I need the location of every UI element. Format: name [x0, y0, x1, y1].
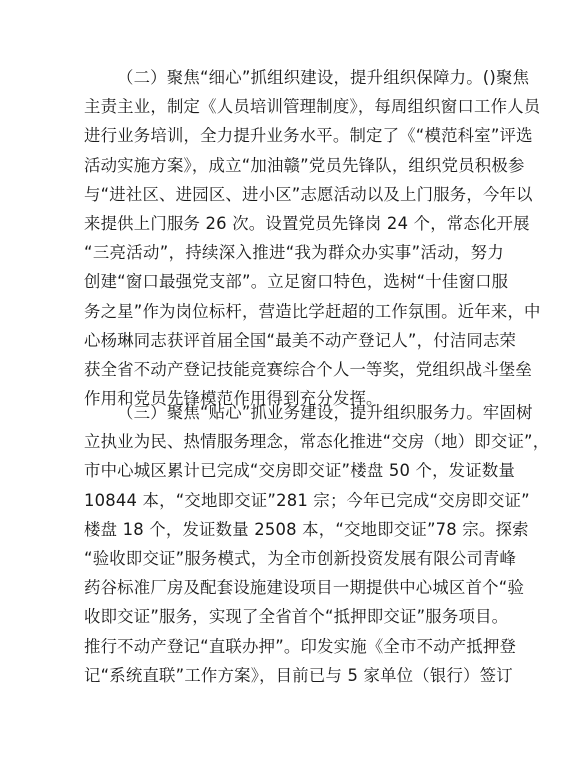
paragraph-line: 收即交证”服务，实现了全省首个“抵押即交证”服务项目。: [84, 607, 509, 627]
paragraph-line: （二）聚焦“细心”抓组织建设，提升组织保障力。()聚焦: [117, 68, 530, 87]
paragraph-line: “三亮活动”，持续深入推进“我为群众办实事”活动，努力: [84, 243, 504, 263]
paragraph-line: 推行不动产登记“直联办押”。印发实施《全市不动产抵押登: [84, 636, 517, 656]
paragraph-line: 10844 本，“交地即交证”281 宗；今年已完成“交房即交证”: [84, 490, 530, 510]
paragraph-line: 记“系统直联”工作方案》，目前已与 5 家单位（银行）签订: [84, 665, 513, 685]
paragraph-line: 来提供上门服务 26 次。设置党员先锋岗 24 个，常态化开展: [84, 213, 530, 233]
paragraph-line: （三）聚焦“贴心”抓业务建设，提升组织服务力。牢固树: [117, 403, 533, 422]
paragraph-line: 活动实施方案》，成立“加油赣”党员先锋队，组织党员积极参: [84, 155, 525, 175]
paragraph-line: 主责主业，制定《人员培训管理制度》，每周组织窗口工作人员: [84, 97, 541, 117]
paragraph-line: 立执业为民、热情服务理念，常态化推进“交房（地）即交证”，: [84, 432, 550, 452]
paragraph-line: 心杨琳同志获评首届全国“最美不动产登记人”，付洁同志荣: [84, 330, 517, 350]
paragraph-line: 楼盘 18 个，发证数量 2508 本，“交地即交证”78 宗。探索: [84, 519, 529, 539]
paragraph-line: 药谷标准厂房及配套设施建设项目一期提供中心城区首个“验: [84, 578, 525, 598]
paragraph-line: 获全省不动产登记技能竞赛综合个人一等奖，党组织战斗堡垒: [84, 359, 532, 379]
paragraph-line: 创建“窗口最强党支部”。立足窗口特色，选树“十佳窗口服: [84, 272, 509, 292]
paragraph-line: 市中心城区累计已完成“交房即交证”楼盘 50 个，发证数量: [84, 461, 516, 481]
paragraph-line: 进行业务培训，全力提升业务水平。制定了《“模范科室”评选: [84, 126, 533, 146]
paragraph-line: “验收即交证”服务模式，为全市创新投资发展有限公司青峰: [84, 548, 517, 568]
paragraph-line: 务之星”作为岗位标杆，营造比学赶超的工作氛围。近年来，中: [84, 301, 541, 321]
paragraph-business-building: [84, 398, 550, 690]
paragraph-line: 与“进社区、进园区、进小区”志愿活动以及上门服务，今年以: [84, 184, 533, 204]
paragraph-line: 作用和党员先锋模范作用得到充分发挥。: [84, 389, 383, 409]
